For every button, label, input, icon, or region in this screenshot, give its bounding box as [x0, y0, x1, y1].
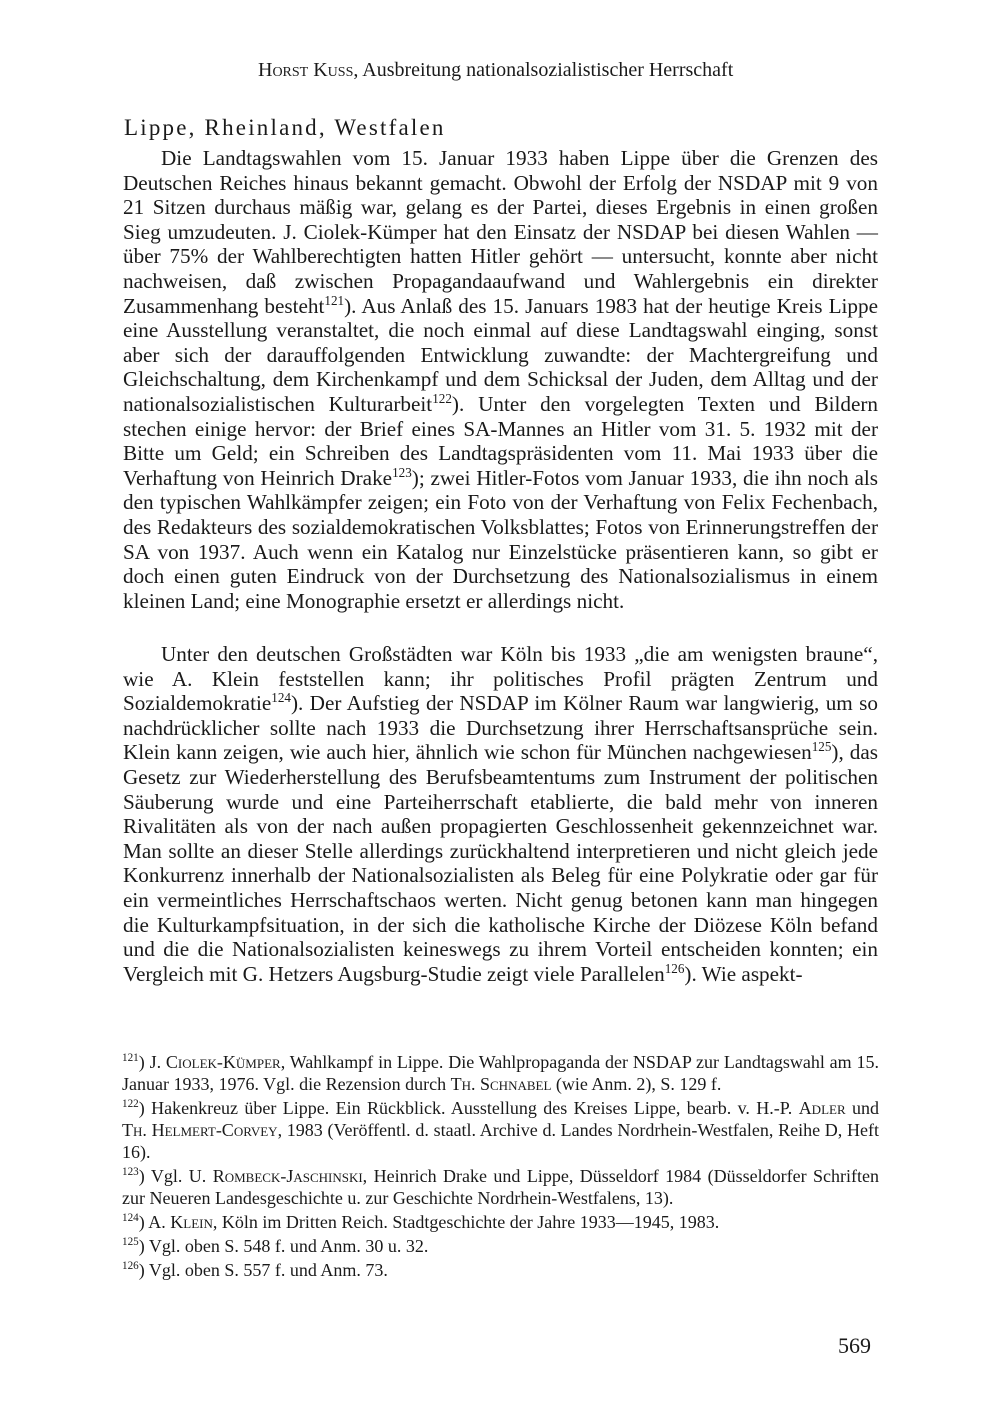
- footnote-ref: 126: [664, 960, 685, 976]
- footnote-marker: 122: [122, 1098, 139, 1110]
- text-run: und: [845, 1098, 880, 1118]
- section-heading: Lippe, Rheinland, Westfalen: [124, 115, 446, 140]
- text-run: Vgl. oben S. 557 f. und Anm. 73.: [144, 1260, 388, 1280]
- paragraph: [123, 642, 878, 986]
- footnote-text: [145, 1260, 388, 1280]
- running-head-author: Horst Kuss: [258, 59, 354, 81]
- footnote: $^{121}$) J. Ciolek-Kümper, Wahlkampf in Lippe. Die Wahlpropaganda der NSDAP zur Landtagswahl am 15. Januar 1933, 1976. Vgl. die Rezension durch Th. Schnabel (wie Anm. 2), S. 129 f.: [122, 1052, 880, 1094]
- footnote-text: [122, 1098, 879, 1162]
- text-run: ). Der Aufstieg der NSDAP im Kölner Raum war langwierig, um so nachdrücklicher sollte nach 1933 die Durchsetzung ihrer Herrschaftsansprüche sein. Klein kann zeigen, wie auch hier, ähnlich wie schon für München nachgewiesen: [123, 691, 878, 765]
- footnote-text: [122, 1052, 879, 1094]
- footnote: $^{122}$) Hakenkreuz über Lippe. Ein Rückblick. Ausstellung des Kreises Lippe, bearb. v. H.-P. Adler und Th. Helmert-Corvey, 1983 (Veröffentl. d. staatl. Archive d. Landes Nordrhein-Westfalen, Reihe D, Heft 16).: [122, 1098, 880, 1162]
- text-run: Vgl. oben S. 548 f. und Anm. 30 u. 32.: [144, 1236, 429, 1256]
- text-run: Unter den deutschen Großstädten war Köln bis 1933 „die am wenigsten braune“, wie A. Klein feststellen kann; ihr politisches Profil prägten Zentrum und Sozialdemokratie: [123, 642, 878, 716]
- text-run: ). Aus Anlaß des 15. Januars 1983 hat der heutige Kreis Lippe eine Ausstellung veranstaltet, die noch einmal auf diese Landtagswahl einging, sonst aber sich der darauffolgenden Entwicklung zuwandte: der Machtergreifung und Gleichschaltung, dem Kirchenkampf und dem Schicksal der Juden, dem Alltag und der nationalsozialistischen Kulturarbeit: [123, 293, 879, 416]
- running-head: [258, 58, 733, 82]
- footnote-marker: 126: [122, 1260, 139, 1272]
- author-name: Rombeck-Jaschinski: [212, 1166, 363, 1186]
- text-run: (wie Anm. 2), S. 129 f.: [551, 1074, 722, 1094]
- footnote-text: [145, 1212, 720, 1232]
- text-run: , Wahlkampf in Lippe. Die Wahlpropaganda der NSDAP zur Landtagswahl am 15. Januar 1933, 1976. Vgl. die Rezension durch: [122, 1052, 880, 1094]
- text-run: Die Landtagswahlen vom 15. Januar 1933 haben Lippe über die Grenzen des Deutschen Reiches hinaus bekannt gemacht. Obwohl der Erfolg der NSDAP mit 9 von 21 Sitzen durchaus mäßig war, gelang es der Partei, dieses Ergebnis in einen großen Sieg umzudeuten. J. Ciolek-Kümper hat den Einsatz der NSDAP bei diesen Wahlen — über 75% der Wahlberechtigten hatten Hitler gehört — untersucht, konnte aber nicht nachweisen, daß zwischen Propagandaaufwand und Wahlergebnis ein direkter Zusammenhang besteht: [123, 146, 878, 318]
- footnote: $^{125}$) Vgl. oben S. 548 f. und Anm. 30 u. 32.: [122, 1236, 429, 1256]
- footnote-ref: 123: [392, 464, 412, 480]
- footnote: $^{126}$) Vgl. oben S. 557 f. und Anm. 73.: [122, 1260, 388, 1280]
- text-run: A.: [144, 1212, 171, 1232]
- text-run: , 1983 (Veröffentl. d. staatl. Archive d. Landes Nordrhein-Westfalen, Reihe D, Heft 16).: [122, 1120, 879, 1162]
- text-run: ). Wie aspekt-: [684, 961, 803, 986]
- footnote-text: [122, 1166, 879, 1208]
- footnote-marker: 123: [122, 1166, 139, 1178]
- text-run: ). Unter den vorgelegten Texten und Bildern stechen einige hervor: der Brief eines SA-Mannes an Hitler vom 31. 5. 1932 mit der Bitte um Geld; ein Schreiben des Landtagspräsidenten vom 11. Mai 1933 über die Verhaftung von Heinrich Drake: [123, 391, 878, 490]
- footnote-ref: 121: [324, 292, 345, 308]
- footnote-ref: 124: [271, 690, 291, 706]
- footnote-marker: 125: [122, 1236, 139, 1248]
- author-name: Ciolek-Kümper: [165, 1052, 281, 1072]
- text-run: J.: [144, 1052, 166, 1072]
- running-head-title: , Ausbreitung nationalsozialistischer Herrschaft: [353, 59, 734, 81]
- footnote-marker: 121: [122, 1052, 139, 1064]
- footnote-ref: 125: [811, 739, 832, 755]
- footnote-text: [145, 1236, 429, 1256]
- author-name: Klein: [170, 1212, 213, 1232]
- footnote: $^{123}$) Vgl. U. Rombeck-Jaschinski, Heinrich Drake und Lippe, Düsseldorf 1984 (Düsseldorfer Schriften zur Neueren Landesgeschichte u. zur Geschichte Nordrhein-Westfalens, 13).: [122, 1166, 879, 1208]
- footnote-marker: 124: [122, 1212, 139, 1224]
- author-name: Adler: [798, 1098, 846, 1118]
- text-run: Hakenkreuz über Lippe. Ein Rückblick. Ausstellung des Kreises Lippe, bearb. v. H.-P.: [144, 1098, 799, 1118]
- author-name: Th. Schnabel: [450, 1074, 552, 1094]
- author-name: Th. Helmert-Corvey: [122, 1120, 278, 1140]
- paragraph: [123, 146, 878, 613]
- page-number: 569: [838, 1333, 871, 1358]
- footnote-ref: 122: [432, 390, 452, 406]
- text-run: , Heinrich Drake und Lippe, Düsseldorf 1984 (Düsseldorfer Schriften zur Neueren Landesgeschichte u. zur Geschichte Nordrhein-Westfalens, 13).: [122, 1166, 879, 1208]
- footnote: $^{124}$) A. Klein, Köln im Dritten Reich. Stadtgeschichte der Jahre 1933—1945, 1983.: [122, 1212, 720, 1232]
- text-run: , Köln im Dritten Reich. Stadtgeschichte der Jahre 1933—1945, 1983.: [212, 1212, 720, 1232]
- footnotes: [122, 1051, 879, 1283]
- text-run: ), das Gesetz zur Wiederherstellung des Berufsbeamtentums zum Instrument der politischen Säuberung wurde und eine Parteiherrschaft etablierte, die bald mehr von inneren Rivalitäten als von der nach außen propagierten Geschlossenheit gekennzeichnet war. Man sollte an dieser Stelle allerdings zurückhaltend interpretieren und nicht gleich jede Konkurrenz innerhalb der Nationalsozialisten als Beleg für eine Polykratie oder gar für ein vermeintliches Herrschaftschaos werten. Nicht genug betonen kann man hingegen die Kulturkampfsituation, in der sich die katholische Kirche der Diözese Köln befand und die die Nationalsozialisten keineswegs zu ihrem Vorteil entscheiden konnten; ein Vergleich mit G. Hetzers Augsburg-Studie zeigt viele Parallelen: [123, 740, 878, 986]
- text-run: ); zwei Hitler-Fotos vom Januar 1933, die ihn noch als den typischen Wahlkämpfer zeigen; ein Foto von der Verhaftung von Felix Fechenbach, des Redakteurs des sozialdemokratischen Volksblattes; Fotos von Erinnerungstreffen der SA von 1937. Auch wenn ein Katalog nur Einzelstücke präsentieren kann, so gibt er doch einen guten Eindruck von der Durchsetzung des Nationalsozialismus in einem kleinen Land; eine Monographie ersetzt er allerdings nicht.: [123, 465, 878, 613]
- text-run: Vgl. U.: [144, 1166, 213, 1186]
